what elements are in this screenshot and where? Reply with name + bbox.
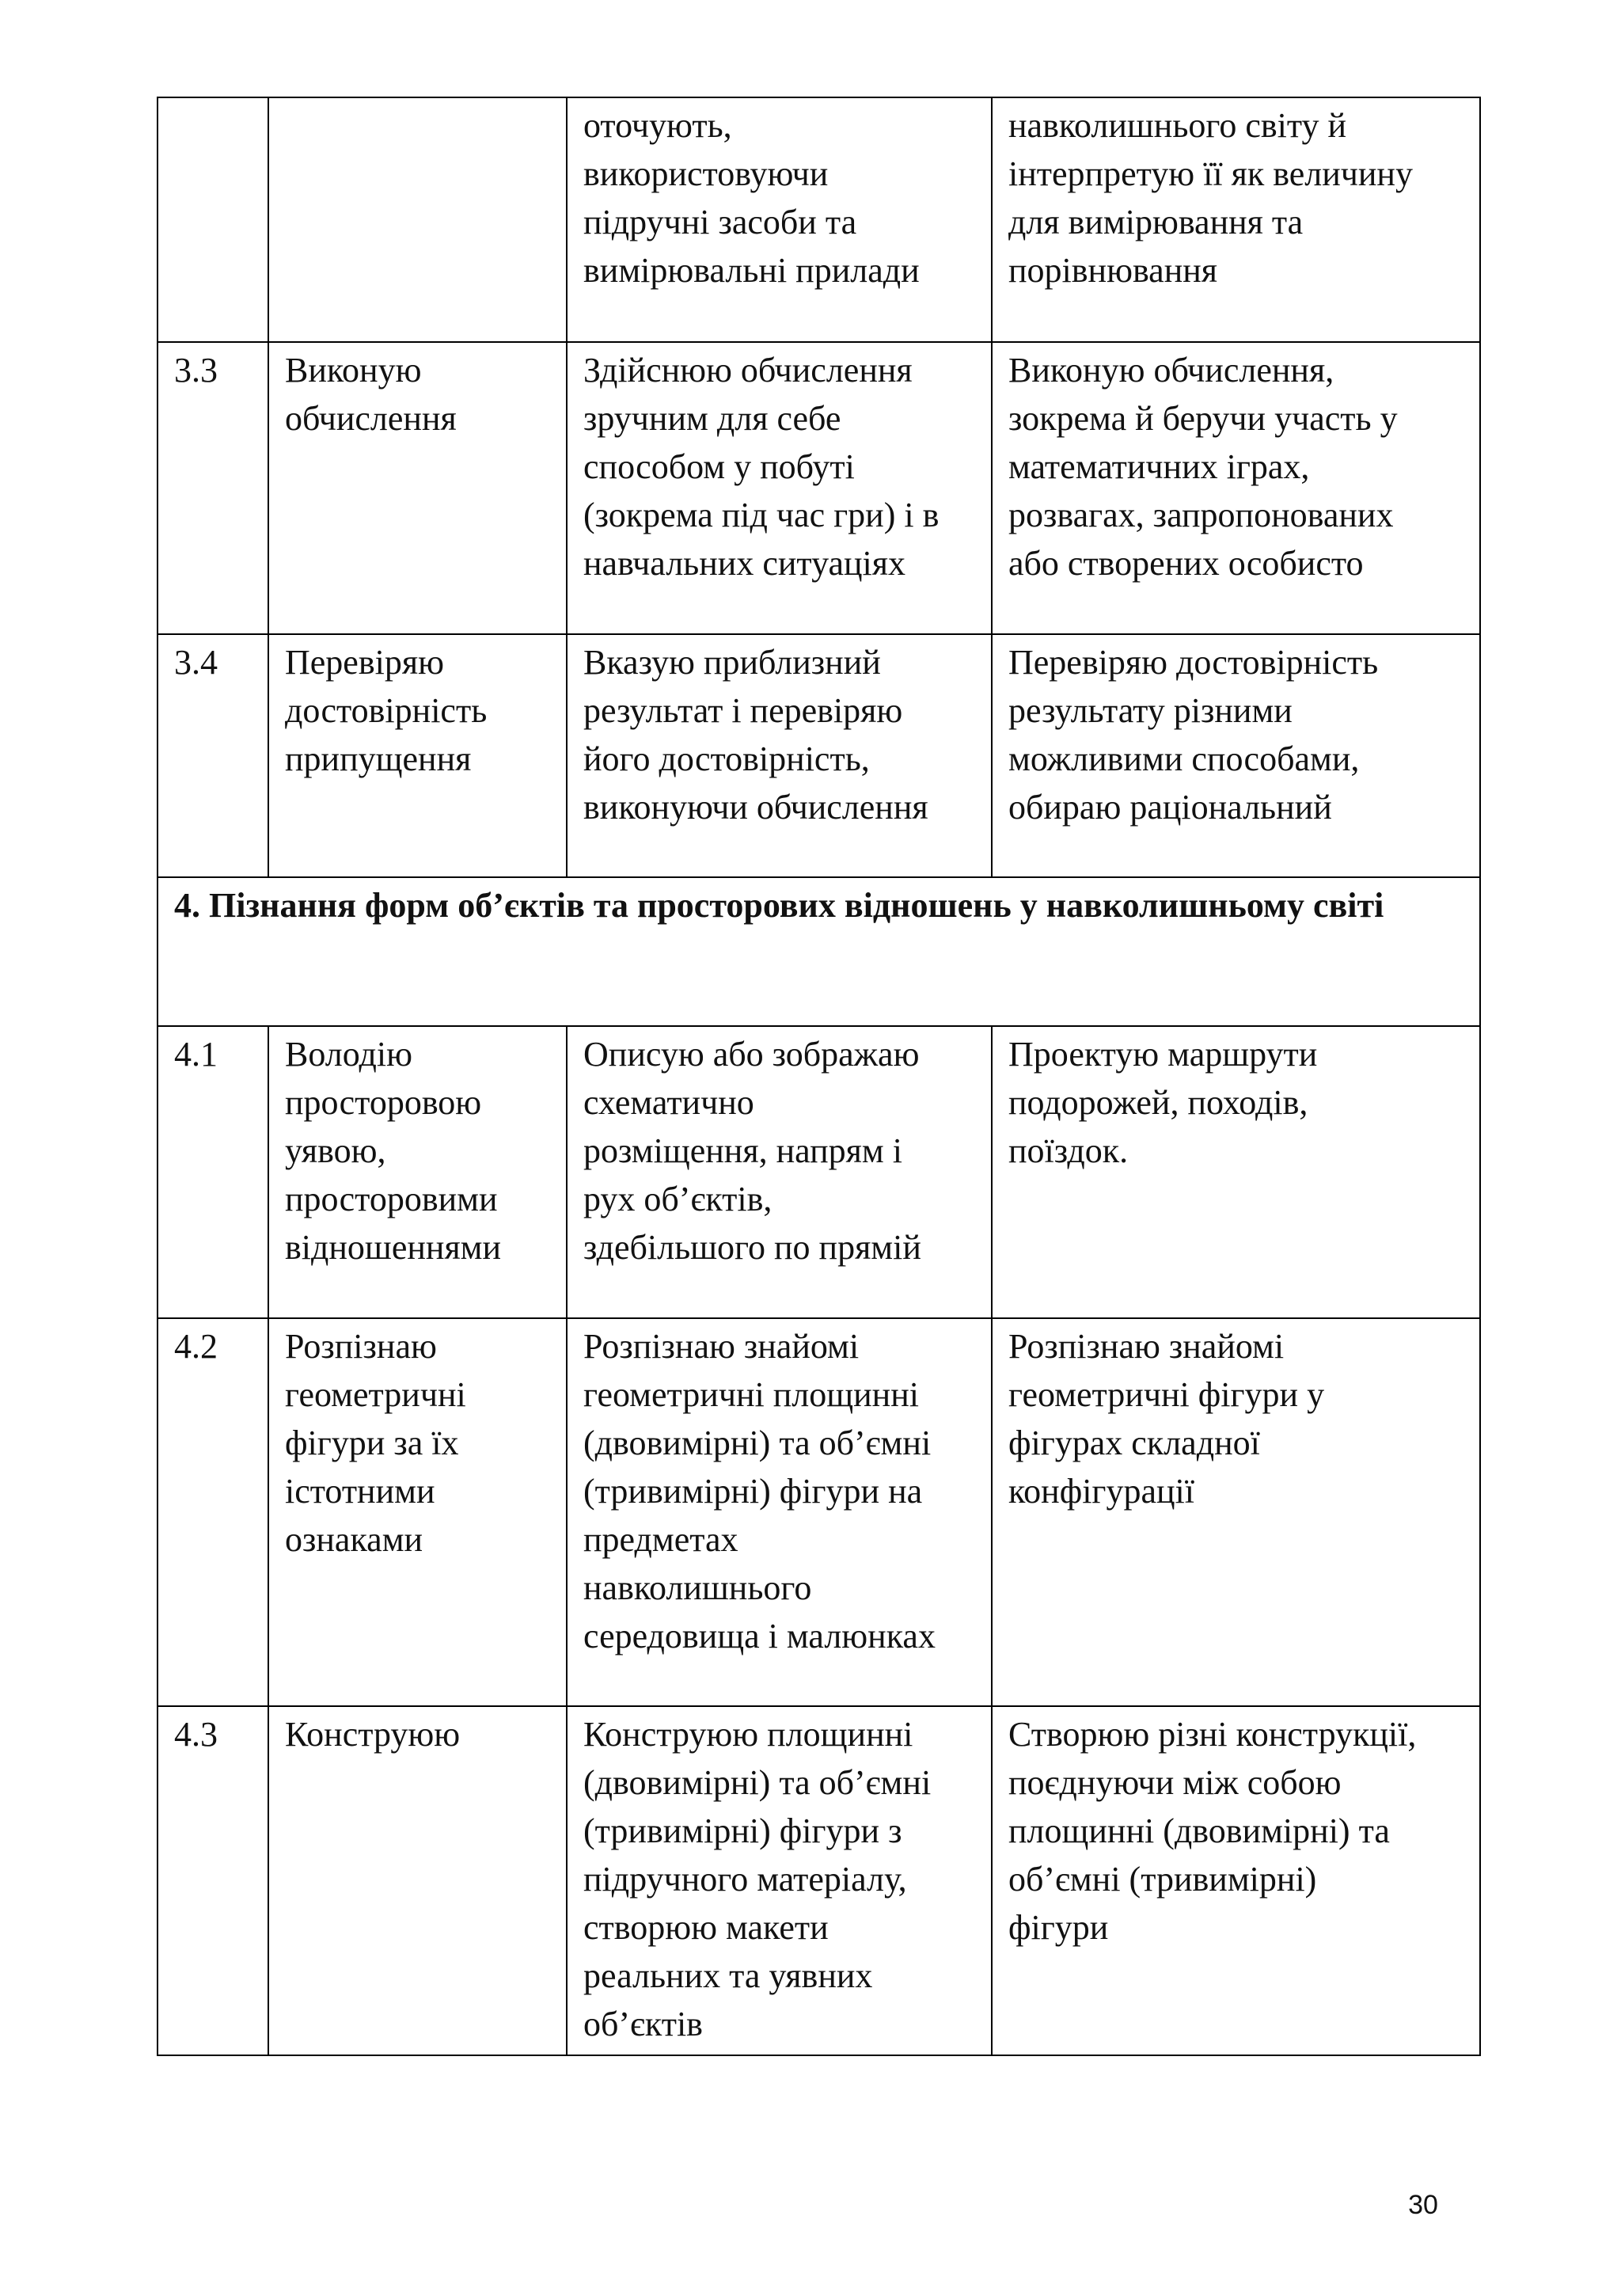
cell-text-line: Виконую обчислення, (1008, 351, 1334, 390)
cell-text-line: геометричні площинні (583, 1375, 919, 1414)
advanced-outcome-cell (992, 634, 1480, 877)
cell-text-line: конфігурації (1008, 1472, 1194, 1511)
cell-text-line: (двовимірні) та об’ємні (583, 1763, 932, 1802)
table-row (158, 97, 1480, 342)
cell-text-line: зокрема й беручи участь у (1008, 399, 1398, 438)
table-row (158, 634, 1480, 877)
cell-text-line: відношеннями (285, 1228, 502, 1267)
cell-text-line: Вказую приблизний (583, 643, 881, 682)
cell-text-line: геометричні (285, 1375, 466, 1414)
cell-text-line: поїздок. (1008, 1131, 1129, 1170)
cell-text-line: схематично (583, 1083, 754, 1122)
skill-cell (268, 1706, 567, 2055)
cell-text-line: просторовими (285, 1180, 498, 1218)
cell-text-line: способом у побуті (583, 447, 855, 486)
cell-text-line: (зокрема під час гри) і в (583, 496, 940, 534)
cell-text-line: припущення (285, 739, 472, 778)
basic-outcome-cell (567, 1706, 992, 2055)
cell-text-line: реальних та уявних (583, 1956, 873, 1995)
cell-text-line: підручного матеріалу, (583, 1860, 907, 1899)
cell-text-line: Розпізнаю (285, 1327, 437, 1366)
cell-text-line: для вимірювання та (1008, 203, 1304, 241)
table-row (158, 342, 1480, 634)
skill-cell (268, 1318, 567, 1706)
cell-text-line: середовища і малюнках (583, 1617, 936, 1655)
cell-text-line: фігури (1008, 1908, 1109, 1947)
row-number: 4.1 (158, 1026, 268, 1318)
cell-text-line: поєднуючи між собою (1008, 1763, 1342, 1802)
section-header-row (158, 877, 1480, 1026)
advanced-outcome-cell (992, 1026, 1480, 1318)
cell-text-line: рух об’єктів, (583, 1180, 773, 1218)
cell-text-line: Конструюю (285, 1715, 461, 1754)
cell-text-line: математичних іграх, (1008, 447, 1310, 486)
cell-text-line: достовірність (285, 691, 488, 730)
cell-text-line: порівнювання (1008, 251, 1218, 290)
advanced-outcome-cell (992, 1318, 1480, 1706)
cell-text-line: підручні засоби та (583, 203, 857, 241)
page-number: 30 (1408, 2190, 1438, 2220)
row-number: 3.4 (158, 634, 268, 877)
cell-text-line: площинні (двовимірні) та (1008, 1811, 1390, 1850)
skill-cell (268, 342, 567, 634)
advanced-outcome-cell (992, 1706, 1480, 2055)
cell-text-line: уявою, (285, 1131, 386, 1170)
row-number: 4.2 (158, 1318, 268, 1706)
skill-cell (268, 1026, 567, 1318)
cell-text-line: можливими способами, (1008, 739, 1360, 778)
cell-text-line: об’ємні (тривимірні) (1008, 1860, 1317, 1899)
cell-text-line: геометричні фігури у (1008, 1375, 1325, 1414)
cell-text-line: або створених особисто (1008, 544, 1364, 583)
cell-text-line: виконуючи обчислення (583, 788, 928, 827)
cell-text-line: (тривимірні) фігури з (583, 1811, 902, 1850)
basic-outcome-cell (567, 342, 992, 634)
cell-text-line: обчислення (285, 399, 457, 438)
advanced-outcome-cell (992, 97, 1480, 342)
cell-text-line: Перевіряю достовірність (1008, 643, 1379, 682)
outcomes-table (157, 97, 1481, 2056)
cell-text-line: подорожей, походів, (1008, 1083, 1308, 1122)
cell-text-line: істотними (285, 1472, 435, 1511)
cell-text-line: Здійснюю обчислення (583, 351, 913, 390)
table-row (158, 1026, 1480, 1318)
cell-text-line: просторовою (285, 1083, 482, 1122)
row-number: 3.3 (158, 342, 268, 634)
section-title: 4. Пізнання форм об’єктів та просторових відношень у навколишньому світі (158, 877, 1480, 1026)
cell-text-line: Розпізнаю знайомі (583, 1327, 860, 1366)
cell-text-line: розміщення, напрям і (583, 1131, 902, 1170)
table-row (158, 1706, 1480, 2055)
cell-text-line: Описую або зображаю (583, 1035, 920, 1074)
basic-outcome-cell (567, 97, 992, 342)
advanced-outcome-cell (992, 342, 1480, 634)
cell-text-line: інтерпретую її як величину (1008, 154, 1413, 193)
cell-text-line: оточують, (583, 106, 732, 145)
cell-text-line: фігурах складної (1008, 1424, 1260, 1462)
cell-text-line: зручним для себе (583, 399, 841, 438)
cell-text-line: об’єктів (583, 2005, 703, 2043)
skill-cell (268, 634, 567, 877)
basic-outcome-cell (567, 1026, 992, 1318)
cell-text-line: здебільшого по прямій (583, 1228, 921, 1267)
cell-text-line: обираю раціональний (1008, 788, 1332, 827)
cell-text-line: Створюю різні конструкції, (1008, 1715, 1417, 1754)
cell-text-line: створюю макети (583, 1908, 829, 1947)
skill-cell (268, 97, 567, 342)
cell-text-line: (двовимірні) та об’ємні (583, 1424, 932, 1462)
cell-text-line: навколишнього світу й (1008, 106, 1347, 145)
cell-text-line: Розпізнаю знайомі (1008, 1327, 1285, 1366)
basic-outcome-cell (567, 1318, 992, 1706)
cell-text-line: Виконую (285, 351, 422, 390)
cell-text-line: Конструюю площинні (583, 1715, 913, 1754)
row-number: 4.3 (158, 1706, 268, 2055)
row-number (158, 97, 268, 342)
cell-text-line: (тривимірні) фігури на (583, 1472, 923, 1511)
cell-text-line: предметах (583, 1520, 738, 1559)
cell-text-line: його достовірність, (583, 739, 870, 778)
cell-text-line: ознаками (285, 1520, 423, 1559)
cell-text-line: навчальних ситуаціях (583, 544, 906, 583)
cell-text-line: навколишнього (583, 1568, 812, 1607)
cell-text-line: розвагах, запропонованих (1008, 496, 1394, 534)
cell-text-line: Володію (285, 1035, 412, 1074)
cell-text-line: використовуючи (583, 154, 829, 193)
cell-text-line: Проектую маршрути (1008, 1035, 1318, 1074)
table-row (158, 1318, 1480, 1706)
cell-text-line: результату різними (1008, 691, 1293, 730)
cell-text-line: вимірювальні прилади (583, 251, 920, 290)
basic-outcome-cell (567, 634, 992, 877)
cell-text-line: Перевіряю (285, 643, 444, 682)
cell-text-line: фігури за їх (285, 1424, 459, 1462)
cell-text-line: результат і перевіряю (583, 691, 903, 730)
